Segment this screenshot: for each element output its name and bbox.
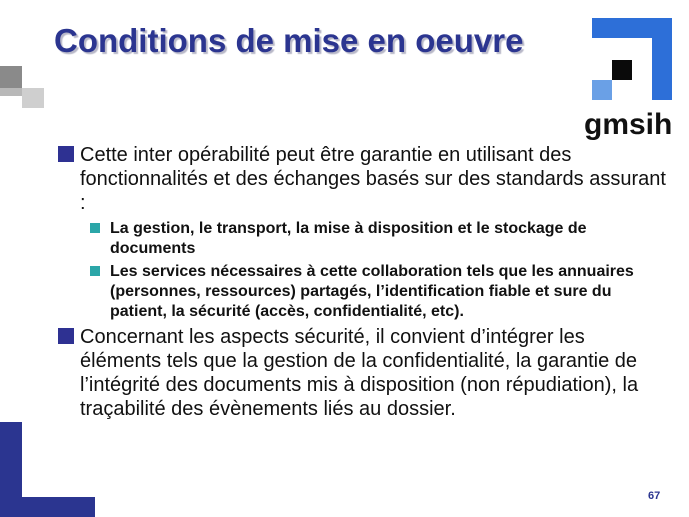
sub-bullet-text: Les services nécessaires à cette collaboration tels que les annuaires (personnes, ressources) partagés, l’identification fiable et sure du patient, la sécurité (accès, confidentialité, etc). — [110, 263, 634, 320]
bullet-interoperability — [58, 143, 670, 215]
bullet-square-icon — [58, 328, 74, 344]
bullet-square-icon — [58, 146, 74, 162]
bullet-text: Concernant les aspects sécurité, il convient d’intégrer les éléments tels que la gestion de la confidentialité, la garantie de l’intégrité des documents mis à disposition (non répudiation), la traçabilité des évènements liés au dossier. — [80, 326, 639, 420]
bullet-security — [58, 325, 670, 421]
decorative-square-light — [22, 88, 44, 108]
decorative-square-mid — [0, 88, 22, 96]
sub-bullet-collaboration-services — [58, 262, 670, 322]
bullet-text: Cette inter opérabilité peut être garantie en utilisant des fonctionnalités et des échanges basés sur des standards assurant : — [80, 144, 666, 214]
decorative-square-dark — [0, 66, 22, 88]
slide-content — [58, 143, 670, 425]
slide-title: Conditions de mise en oeuvre — [54, 22, 524, 59]
logo-text: gmsih — [584, 108, 673, 141]
sub-bullet-text: La gestion, le transport, la mise à disposition et le stockage de documents — [110, 220, 587, 257]
page-number: 67 — [648, 490, 661, 502]
corner-bracket-horizontal — [0, 497, 95, 517]
sub-bullet-square-icon — [90, 223, 100, 233]
sub-bullet-square-icon — [90, 266, 100, 276]
sub-bullet-document-management — [58, 219, 670, 259]
